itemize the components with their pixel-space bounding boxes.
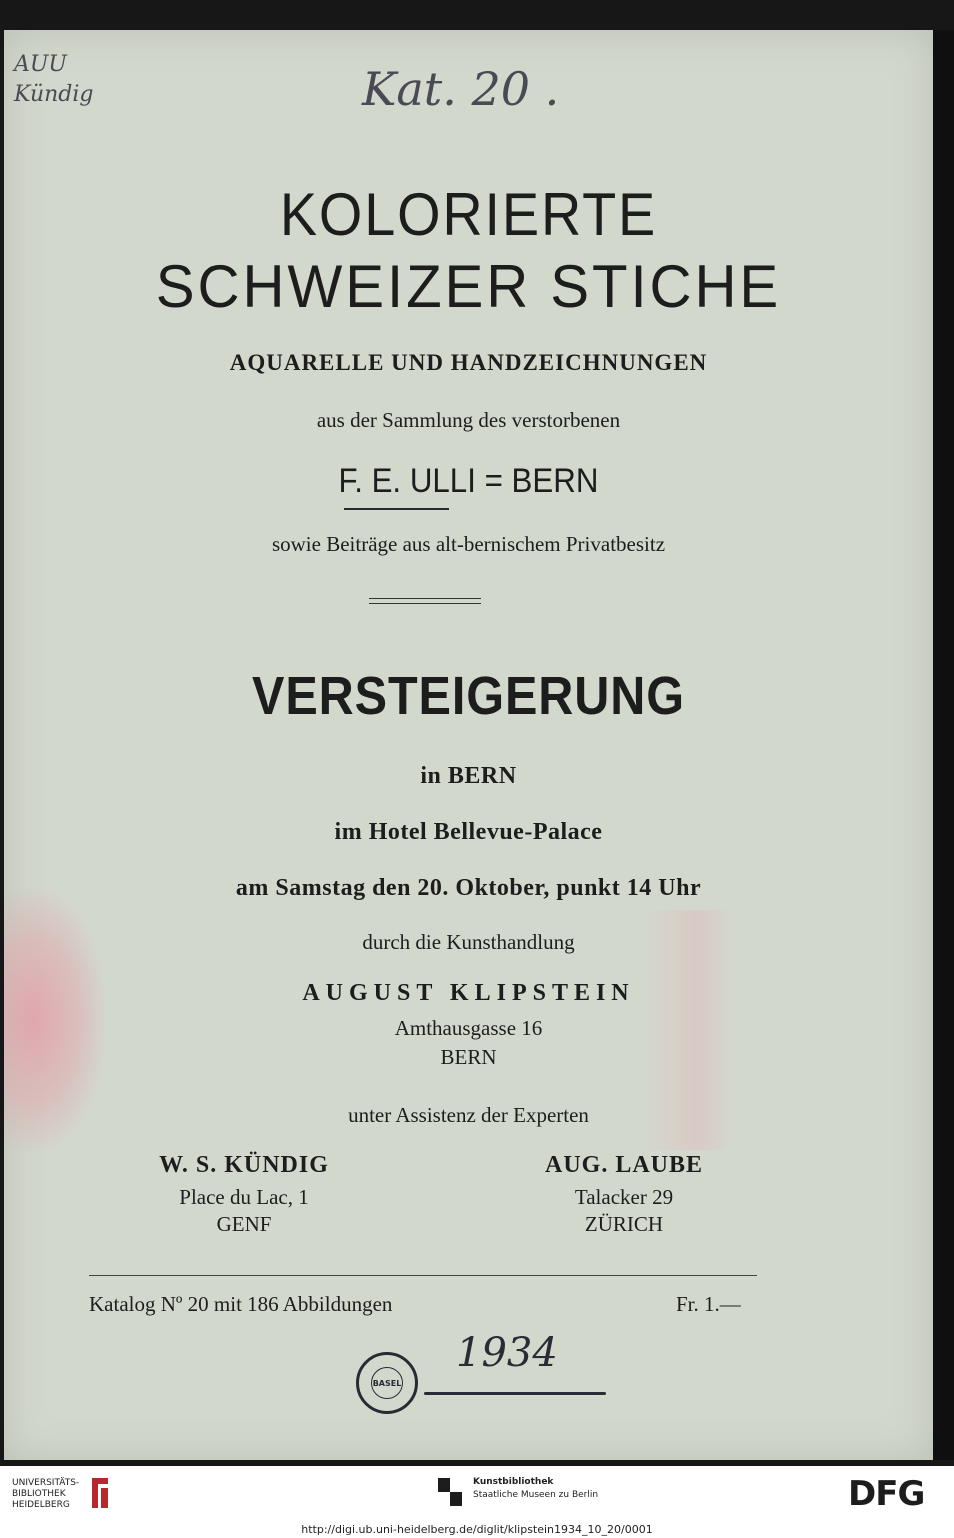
handwritten-year: 1934 (456, 1330, 558, 1376)
dfg-logo: DFG (848, 1474, 925, 1514)
ub-heidelberg-logo-text (12, 1478, 79, 1511)
expert-left-name: W. S. KÜNDIG (159, 1152, 329, 1178)
catalog-price: Fr. 1.— (676, 1292, 741, 1316)
expert-right-name: AUG. LAUBE (544, 1152, 704, 1178)
expert-right (474, 1152, 774, 1237)
dealer-city: BERN (440, 1045, 497, 1069)
expert-left-city: GENF (216, 1212, 272, 1236)
handwritten-shelfmark-2: Kündig (14, 82, 94, 107)
title-line-1: KOLORIERTE (279, 181, 658, 248)
auction-venue: im Hotel Bellevue-Palace (334, 819, 603, 845)
ub-line-2: BIBLIOTHEK (12, 1489, 66, 1499)
ub-line-3: HEIDELBERG (12, 1500, 70, 1510)
kb-line-2: Staatliche Museen zu Berlin (473, 1490, 599, 1500)
kunstbibliothek-logo-icon (436, 1476, 466, 1510)
subtitle: AQUARELLE UND HANDZEICHNUNGEN (229, 350, 708, 375)
expert-left (94, 1152, 394, 1237)
dealer-address: Amthausgasse 16 (394, 1016, 543, 1040)
owner-underline (344, 508, 449, 510)
kb-line-1: Kunstbibliothek (473, 1477, 554, 1487)
catalog-cover (4, 30, 933, 1460)
library-stamp (356, 1352, 418, 1414)
ub-heidelberg-logo-icon (88, 1476, 112, 1510)
dealer-name: AUGUST KLIPSTEIN (302, 980, 635, 1006)
catalog-number: Katalog Nº 20 mit 186 Abbildungen (89, 1292, 393, 1316)
auction-city: in BERN (420, 763, 517, 789)
scan-edge (933, 30, 954, 1460)
title-line-2: SCHWEIZER STICHE (155, 253, 782, 320)
stamp-center-text: BASEL (371, 1367, 403, 1399)
source-url[interactable]: http://digi.ub.uni-heidelberg.de/diglit/klipstein1934_10_20/0001 (0, 1522, 954, 1538)
double-rule-divider (369, 598, 481, 604)
handwritten-year-underline (424, 1392, 606, 1395)
kunstbibliothek-text (473, 1476, 598, 1502)
handwritten-catalog-note: Kat. 20 . (362, 62, 560, 116)
auction-heading: VERSTEIGERUNG (252, 666, 685, 726)
expert-right-city: ZÜRICH (584, 1212, 664, 1236)
expert-right-address: Talacker 29 (574, 1185, 674, 1209)
auction-via: durch die Kunsthandlung (362, 930, 575, 954)
handwritten-shelfmark-1: AUU (14, 52, 67, 77)
collection-extra: sowie Beiträge aus alt-bernischem Privatbesitz (271, 532, 666, 556)
footer-rule (89, 1275, 757, 1276)
experts-intro: unter Assistenz der Experten (348, 1103, 589, 1127)
ub-line-1: UNIVERSITÄTS- (12, 1478, 80, 1488)
collection-owner: F. E. ULLI = BERN (338, 462, 599, 500)
collection-intro: aus der Sammlung des verstorbenen (316, 408, 621, 432)
expert-left-address: Place du Lac, 1 (179, 1185, 309, 1209)
digitization-bar (0, 1466, 954, 1522)
auction-date: am Samstag den 20. Oktober, punkt 14 Uhr (235, 875, 702, 901)
